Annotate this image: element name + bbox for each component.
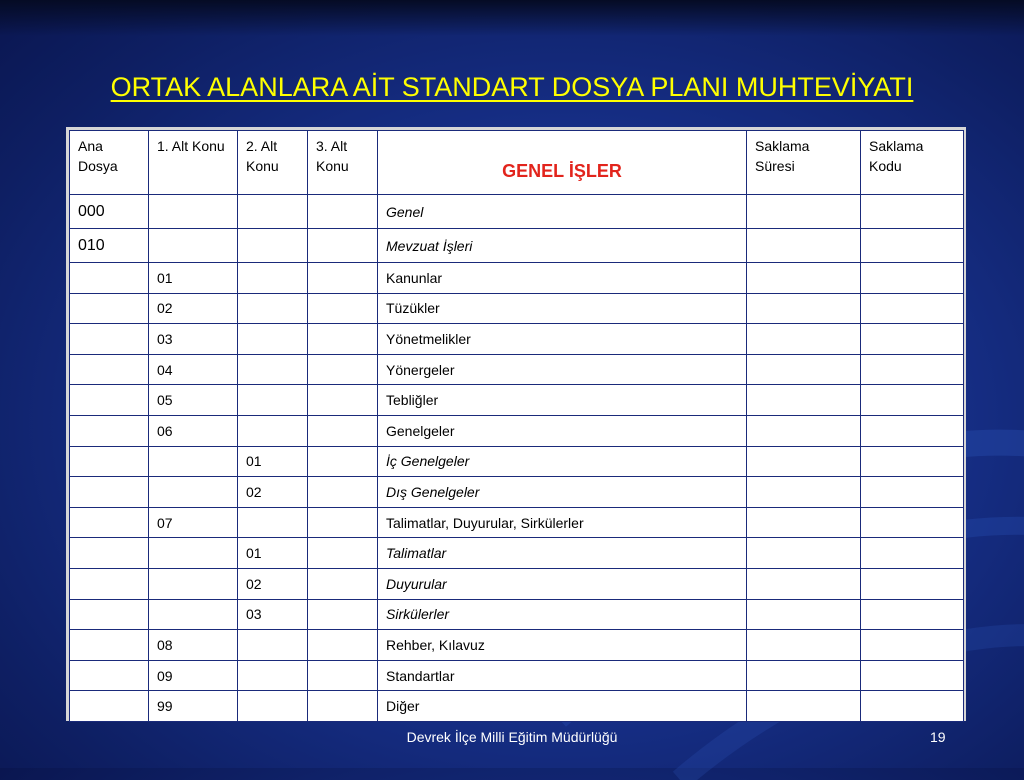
cell-alt-konu-1: 99 [149, 691, 238, 722]
cell-alt-konu-1 [149, 599, 238, 630]
header-saklama-kodu: Saklama Kodu [861, 131, 964, 195]
cell-saklama-kodu [861, 507, 964, 538]
table-row [70, 507, 964, 538]
header-alt-konu-1: 1. Alt Konu [149, 131, 238, 195]
cell-saklama-kodu [861, 630, 964, 661]
table-body [70, 195, 964, 722]
cell-saklama-suresi [747, 568, 861, 599]
cell-description: Talimatlar, Duyurular, Sirkülerler [378, 507, 747, 538]
cell-saklama-kodu [861, 195, 964, 229]
cell-saklama-suresi [747, 477, 861, 508]
cell-alt-konu-2 [238, 354, 308, 385]
cell-description: Mevzuat İşleri [378, 229, 747, 263]
table-row [70, 263, 964, 294]
cell-alt-konu-2 [238, 229, 308, 263]
table-header-row [70, 131, 964, 195]
cell-alt-konu-3 [308, 354, 378, 385]
cell-description: Rehber, Kılavuz [378, 630, 747, 661]
table-row [70, 195, 964, 229]
cell-alt-konu-1 [149, 229, 238, 263]
cell-alt-konu-3 [308, 660, 378, 691]
cell-saklama-suresi [747, 354, 861, 385]
cell-saklama-kodu [861, 660, 964, 691]
cell-saklama-suresi [747, 229, 861, 263]
cell-ana-dosya [70, 507, 149, 538]
header-genel-isler: GENEL İŞLER [378, 131, 747, 195]
table-row [70, 477, 964, 508]
cell-description: Tebliğler [378, 385, 747, 416]
cell-saklama-suresi [747, 293, 861, 324]
cell-alt-konu-1: 09 [149, 660, 238, 691]
cell-saklama-kodu [861, 354, 964, 385]
cell-alt-konu-1: 07 [149, 507, 238, 538]
cell-saklama-suresi [747, 324, 861, 355]
table-row [70, 293, 964, 324]
cell-alt-konu-3 [308, 415, 378, 446]
cell-alt-konu-1 [149, 538, 238, 569]
header-saklama-suresi: Saklama Süresi [747, 131, 861, 195]
cell-alt-konu-2: 02 [238, 477, 308, 508]
cell-saklama-suresi [747, 446, 861, 477]
cell-alt-konu-3 [308, 630, 378, 661]
cell-alt-konu-2 [238, 324, 308, 355]
cell-ana-dosya [70, 263, 149, 294]
page-number: 19 [930, 729, 946, 745]
cell-saklama-suresi [747, 660, 861, 691]
cell-alt-konu-1 [149, 568, 238, 599]
file-plan-table [66, 127, 966, 721]
cell-alt-konu-2 [238, 507, 308, 538]
cell-alt-konu-3 [308, 477, 378, 508]
cell-description: Tüzükler [378, 293, 747, 324]
cell-ana-dosya [70, 293, 149, 324]
cell-saklama-suresi [747, 599, 861, 630]
table-row [70, 385, 964, 416]
cell-alt-konu-2 [238, 293, 308, 324]
cell-description: Genel [378, 195, 747, 229]
cell-description: Kanunlar [378, 263, 747, 294]
cell-alt-konu-3 [308, 568, 378, 599]
cell-saklama-suresi [747, 195, 861, 229]
cell-alt-konu-1: 04 [149, 354, 238, 385]
cell-alt-konu-2 [238, 630, 308, 661]
cell-alt-konu-1: 03 [149, 324, 238, 355]
cell-ana-dosya [70, 385, 149, 416]
cell-ana-dosya [70, 630, 149, 661]
cell-saklama-kodu [861, 446, 964, 477]
cell-description: Sirkülerler [378, 599, 747, 630]
header-ana-dosya: Ana Dosya [70, 131, 149, 195]
cell-saklama-suresi [747, 263, 861, 294]
cell-alt-konu-3 [308, 293, 378, 324]
cell-description: Yönetmelikler [378, 324, 747, 355]
cell-description: Duyurular [378, 568, 747, 599]
cell-saklama-kodu [861, 568, 964, 599]
cell-ana-dosya [70, 354, 149, 385]
table-row [70, 691, 964, 722]
cell-ana-dosya [70, 691, 149, 722]
cell-alt-konu-2: 03 [238, 599, 308, 630]
cell-alt-konu-3 [308, 324, 378, 355]
header-alt-konu-3: 3. Alt Konu [308, 131, 378, 195]
cell-saklama-suresi [747, 385, 861, 416]
cell-saklama-kodu [861, 691, 964, 722]
slide-title: ORTAK ALANLARA AİT STANDART DOSYA PLANI MUHTEVİYATI [110, 72, 914, 102]
cell-ana-dosya [70, 660, 149, 691]
cell-alt-konu-3 [308, 385, 378, 416]
table-row [70, 446, 964, 477]
cell-ana-dosya [70, 568, 149, 599]
cell-alt-konu-1: 02 [149, 293, 238, 324]
cell-alt-konu-2: 01 [238, 446, 308, 477]
cell-saklama-kodu [861, 263, 964, 294]
table-row [70, 538, 964, 569]
cell-alt-konu-1: 01 [149, 263, 238, 294]
table-row [70, 630, 964, 661]
cell-alt-konu-3 [308, 507, 378, 538]
cell-saklama-kodu [861, 477, 964, 508]
header-alt-konu-2: 2. Alt Konu [238, 131, 308, 195]
cell-alt-konu-2 [238, 263, 308, 294]
cell-alt-konu-1: 06 [149, 415, 238, 446]
table-row [70, 415, 964, 446]
cell-alt-konu-2: 01 [238, 538, 308, 569]
cell-alt-konu-2 [238, 195, 308, 229]
cell-alt-konu-1: 08 [149, 630, 238, 661]
cell-saklama-kodu [861, 599, 964, 630]
cell-description: Yönergeler [378, 354, 747, 385]
cell-alt-konu-3 [308, 229, 378, 263]
table-row [70, 324, 964, 355]
cell-alt-konu-3 [308, 263, 378, 294]
cell-saklama-suresi [747, 507, 861, 538]
cell-saklama-kodu [861, 415, 964, 446]
cell-alt-konu-2 [238, 385, 308, 416]
cell-description: Talimatlar [378, 538, 747, 569]
cell-saklama-suresi [747, 630, 861, 661]
cell-saklama-suresi [747, 415, 861, 446]
table-row [70, 599, 964, 630]
cell-saklama-kodu [861, 229, 964, 263]
cell-saklama-suresi [747, 691, 861, 722]
cell-description: İç Genelgeler [378, 446, 747, 477]
cell-description: Genelgeler [378, 415, 747, 446]
cell-alt-konu-3 [308, 599, 378, 630]
cell-ana-dosya [70, 324, 149, 355]
cell-alt-konu-3 [308, 446, 378, 477]
table-row [70, 568, 964, 599]
cell-description: Standartlar [378, 660, 747, 691]
cell-saklama-kodu [861, 293, 964, 324]
cell-alt-konu-3 [308, 691, 378, 722]
cell-saklama-kodu [861, 385, 964, 416]
table-row [70, 229, 964, 263]
cell-ana-dosya [70, 599, 149, 630]
cell-alt-konu-1 [149, 446, 238, 477]
cell-description: Diğer [378, 691, 747, 722]
cell-alt-konu-3 [308, 538, 378, 569]
cell-alt-konu-1 [149, 477, 238, 508]
cell-alt-konu-2 [238, 415, 308, 446]
cell-alt-konu-1: 05 [149, 385, 238, 416]
table-row [70, 354, 964, 385]
cell-alt-konu-1 [149, 195, 238, 229]
cell-ana-dosya: 000 [70, 195, 149, 229]
cell-description: Dış Genelgeler [378, 477, 747, 508]
top-band [0, 0, 1024, 36]
cell-ana-dosya [70, 446, 149, 477]
footer-text: Devrek İlçe Milli Eğitim Müdürlüğü [406, 729, 618, 745]
cell-alt-konu-2 [238, 660, 308, 691]
cell-saklama-kodu [861, 538, 964, 569]
cell-ana-dosya: 010 [70, 229, 149, 263]
cell-ana-dosya [70, 415, 149, 446]
cell-alt-konu-2 [238, 691, 308, 722]
cell-saklama-kodu [861, 324, 964, 355]
cell-alt-konu-3 [308, 195, 378, 229]
cell-alt-konu-2: 02 [238, 568, 308, 599]
cell-saklama-suresi [747, 538, 861, 569]
cell-ana-dosya [70, 538, 149, 569]
table-row [70, 660, 964, 691]
cell-ana-dosya [70, 477, 149, 508]
